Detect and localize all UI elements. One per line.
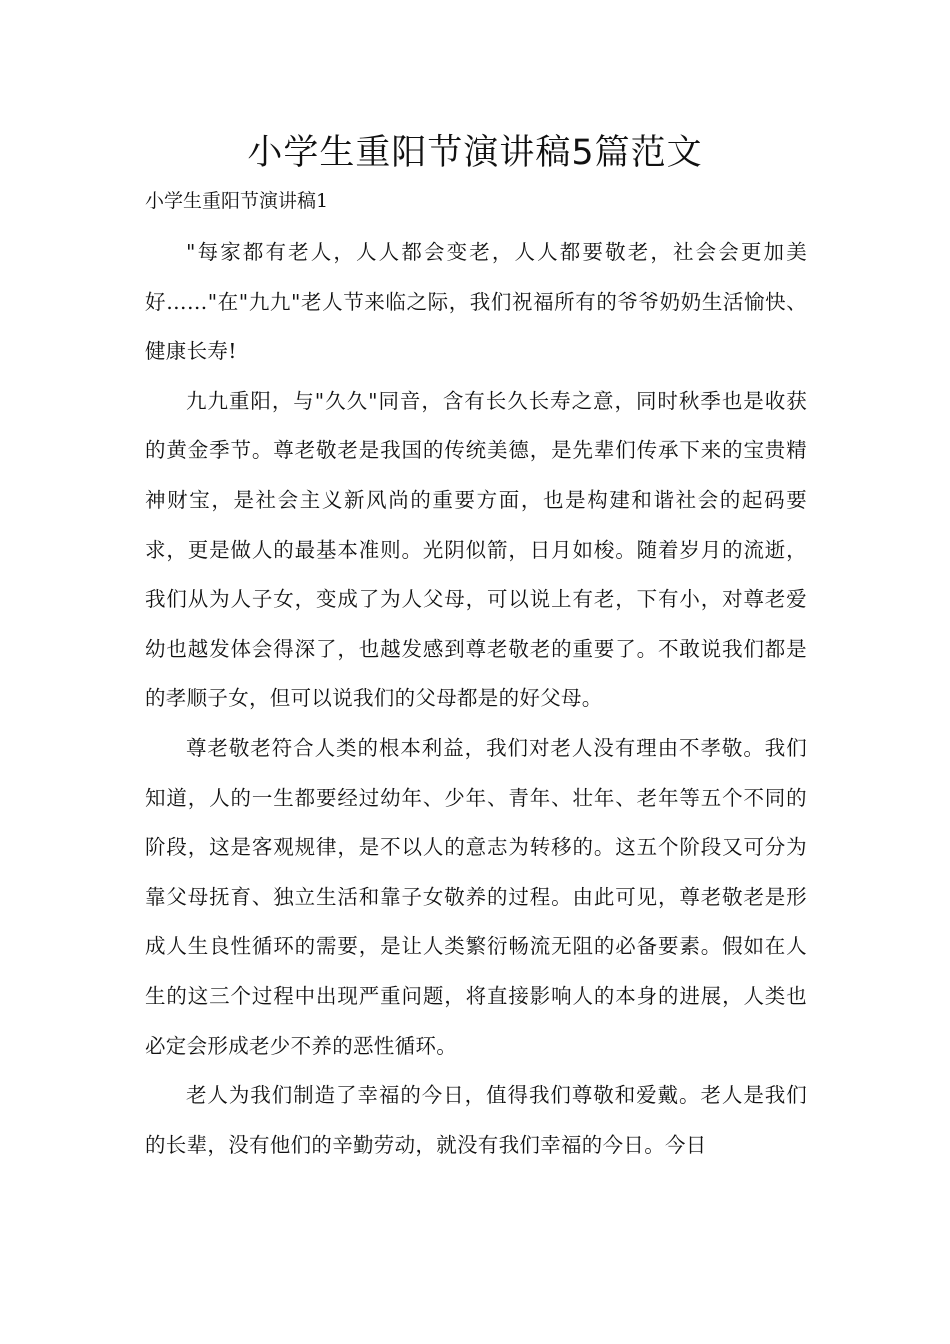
paragraph: 老人为我们制造了幸福的今日，值得我们尊敬和爱戴。老人是我们的长辈，没有他们的辛勤劳动，就没有我们幸福的今日。今日	[145, 1083, 807, 1157]
section-heading: 小学生重阳节演讲稿1	[145, 190, 329, 212]
document-title: 小学生重阳节演讲稿5篇范文	[247, 133, 703, 173]
paragraph: 尊老敬老符合人类的根本利益，我们对老人没有理由不孝敬。我们知道，人的一生都要经过幼年、少年、青年、壮年、老年等五个不同的阶段，这是客观规律，是不以人的意志为转移的。这五个阶段又可分为靠父母抚育、独立生活和靠子女敬养的过程。由此可见，尊老敬老是形成人生良性循环的需要，是让人类繁衍畅流无阻的必备要素。假如在人生的这三个过程中出现严重问题，将直接影响人的本身的进展，人类也必定会形成老少不养的恶性循环。	[145, 735, 807, 1058]
paragraph: 九九重阳，与"久久"同音，含有长久长寿之意，同时秋季也是收获的黄金季节。尊老敬老是我国的传统美德，是先辈们传承下来的宝贵精神财宝，是社会主义新风尚的重要方面，也是构建和谐社会的起码要求，更是做人的最基本准则。光阴似箭，日月如梭。随着岁月的流逝，我们从为人子女，变成了为人父母，可以说上有老，下有小，对尊老爱幼也越发体会得深了，也越发感到尊老敬老的重要了。不敢说我们都是的孝顺子女，但可以说我们的父母都是的好父母。	[145, 388, 807, 711]
document-body	[145, 228, 807, 1170]
paragraph: "每家都有老人，人人都会变老，人人都要敬老，社会会更加美好……"在"九九"老人节来临之际，我们祝福所有的爷爷奶奶生活愉快、健康长寿!	[145, 240, 807, 364]
